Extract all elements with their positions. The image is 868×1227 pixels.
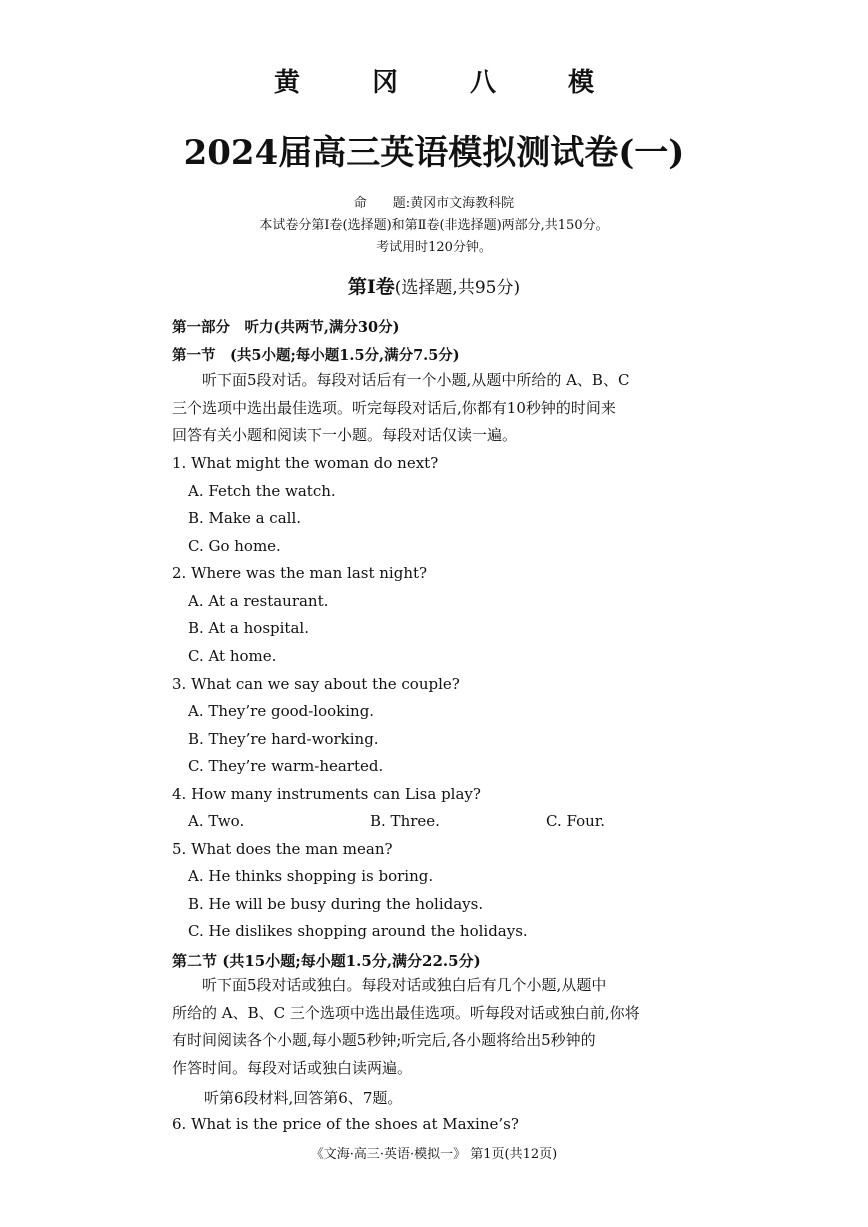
- instruction-line: 三个选项中选出最佳选项。听完每段对话后,你都有10秒钟的时间来: [172, 398, 616, 417]
- option-a: A. At a restaurant.: [188, 592, 329, 610]
- part1-heading: 第一部分 听力(共两节,满分30分): [172, 319, 400, 336]
- option-b: B. Three.: [370, 812, 440, 830]
- section2-instructions: [172, 972, 700, 1082]
- option-a: A. He thinks shopping is boring.: [188, 867, 434, 885]
- option-c: C. He dislikes shopping around the holidays.: [188, 922, 528, 940]
- question-stem: 6. What is the price of the shoes at Maxine’s?: [172, 1115, 519, 1133]
- option-a: A. Two.: [188, 812, 245, 830]
- option-b: B. Make a call.: [188, 509, 302, 527]
- exam-info-line-2: 考试用时120分钟。: [376, 240, 492, 255]
- question-stem: 5. What does the man mean?: [172, 840, 393, 858]
- instruction-line: 有时间阅读各个小题,每小题5秒钟;听完后,各小题将给出5秒钟的: [172, 1031, 596, 1049]
- option-c: C. They’re warm-hearted.: [188, 757, 384, 775]
- option-c: C. At home.: [188, 647, 277, 665]
- section1-instructions: [172, 367, 700, 450]
- instruction-line: 回答有关小题和阅读下一小题。每段对话仅读一遍。: [172, 426, 518, 444]
- option-c: C. Four.: [546, 812, 606, 830]
- option-a: A. Fetch the watch.: [188, 482, 336, 500]
- instruction-line: 所给的 A、B、C 三个选项中选出最佳选项。听每段对话或独白前,你将: [172, 1003, 640, 1022]
- option-b: B. At a hospital.: [188, 619, 309, 637]
- volume-heading: [0, 272, 868, 299]
- option-a: A. They’re good-looking.: [188, 702, 375, 720]
- question-stem: 4. How many instruments can Lisa play?: [172, 785, 481, 803]
- exam-title: 2024届高三英语模拟测试卷(一): [183, 133, 685, 173]
- section2-heading: 第二节 (共15小题;每小题1.5分,满分22.5分): [172, 952, 481, 970]
- option-b: B. They’re hard-working.: [188, 730, 379, 748]
- exam-info-line-1: 本试卷分第Ⅰ卷(选择题)和第Ⅱ卷(非选择题)两部分,共150分。: [259, 218, 609, 233]
- option-c: C. Go home.: [188, 537, 281, 555]
- volume-label: 第Ⅰ卷: [347, 276, 395, 298]
- material-note: 听第6段材料,回答第6、7题。: [204, 1089, 403, 1107]
- instruction-line: 听下面5段对话或独白。每段对话或独白后有几个小题,从题中: [202, 976, 607, 994]
- option-b: B. He will be busy during the holidays.: [188, 895, 484, 913]
- volume-note: (选择题,共95分): [394, 278, 521, 298]
- page-footer: 《文海·高三·英语·模拟一》 第1页(共12页): [310, 1147, 558, 1162]
- section1-heading: 第一节 (共5小题;每小题1.5分,满分7.5分): [172, 347, 460, 364]
- setter-line: 命 题:黄冈市文海教科院: [353, 196, 515, 211]
- instruction-line: 听下面5段对话。每段对话后有一个小题,从题中所给的 A、B、C: [202, 371, 630, 389]
- question-stem: 2. Where was the man last night?: [172, 564, 428, 582]
- question-stem: 3. What can we say about the couple?: [172, 675, 460, 693]
- instruction-line: 作答时间。每段对话或独白读两遍。: [172, 1058, 413, 1077]
- series-title: 黄冈八模: [273, 68, 666, 98]
- question-stem: 1. What might the woman do next?: [172, 454, 439, 472]
